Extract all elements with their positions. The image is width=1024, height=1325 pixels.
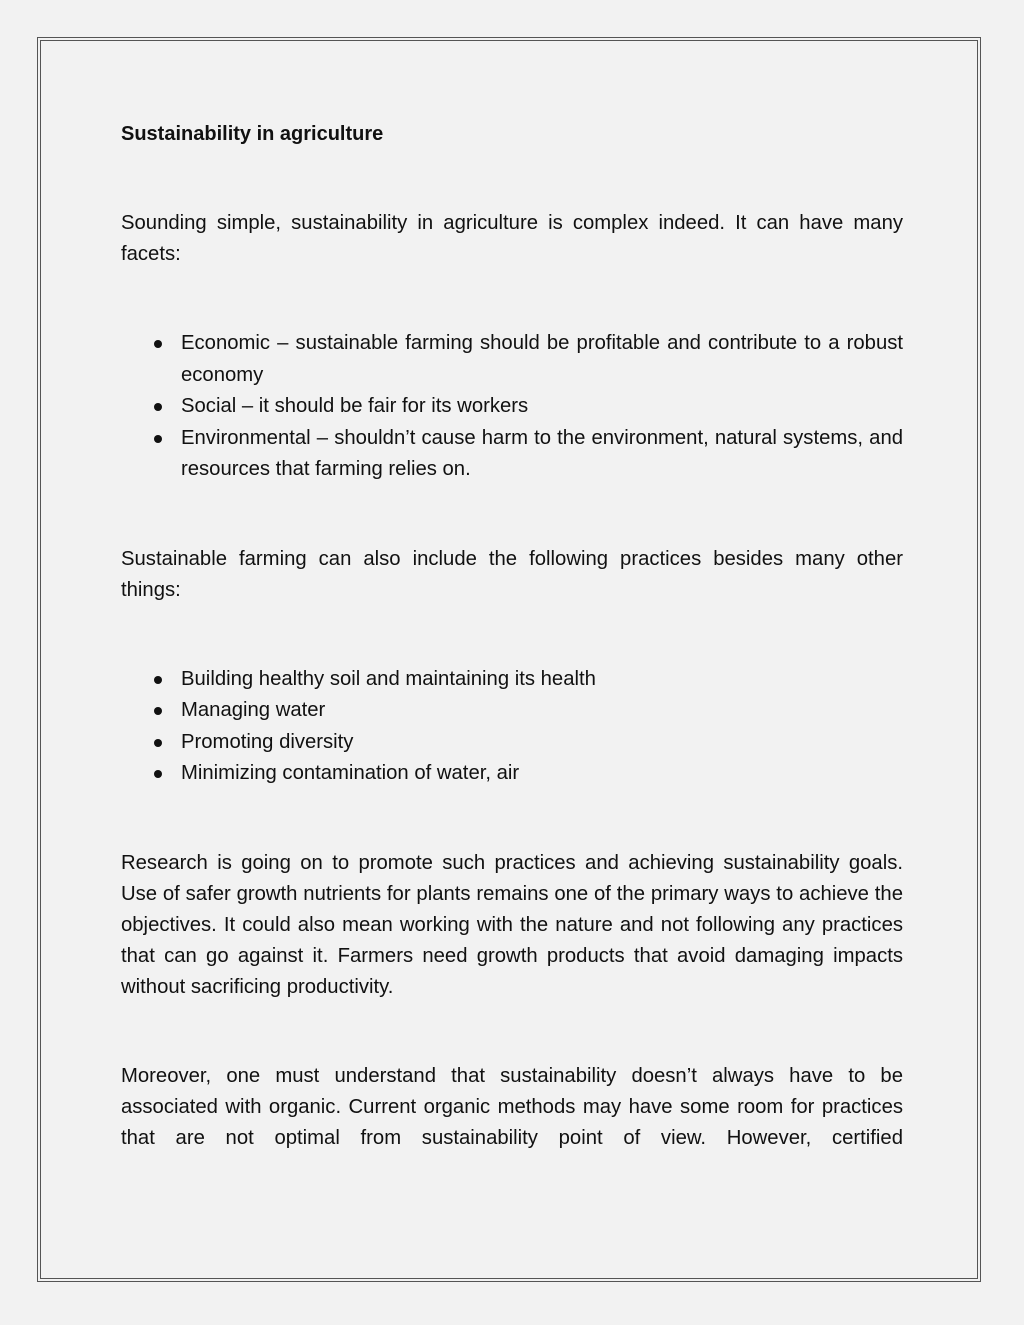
facets-list [121, 328, 903, 486]
list-item: Environmental – shouldn’t cause harm to the environment, natural systems, and resources that farming relies on. [121, 423, 903, 486]
research-paragraph: Research is going on to promote such practices and achieving sustainability goals. Use of safer growth nutrients for plants remains one of the primary ways to achieve the objectives. It could also mean working with the nature and not following any practices that can go against it. Farmers need growth products that avoid damaging impacts without sacrificing productivity. [121, 851, 903, 998]
list-item: Social – it should be fair for its workers [121, 391, 903, 423]
list-item: Managing water [121, 695, 903, 727]
list-item: Promoting diversity [121, 727, 903, 759]
document-body [121, 118, 903, 1154]
practices-intro-paragraph: Sustainable farming can also include the following practices besides many other things: [121, 547, 903, 601]
organic-paragraph: Moreover, one must understand that sustainability doesn’t always have to be associated with organic. Current organic methods may have some room for practices that are not optimal from sustainability point of view. However, certified [121, 1064, 903, 1149]
document-title: Sustainability in agriculture [121, 123, 384, 145]
list-item: Economic – sustainable farming should be profitable and contribute to a robust economy [121, 328, 903, 391]
list-item: Building healthy soil and maintaining its health [121, 664, 903, 696]
practices-list [121, 664, 903, 790]
list-item: Minimizing contamination of water, air [121, 758, 903, 790]
intro-paragraph: Sounding simple, sustainability in agriculture is complex indeed. It can have many facets: [121, 212, 903, 265]
